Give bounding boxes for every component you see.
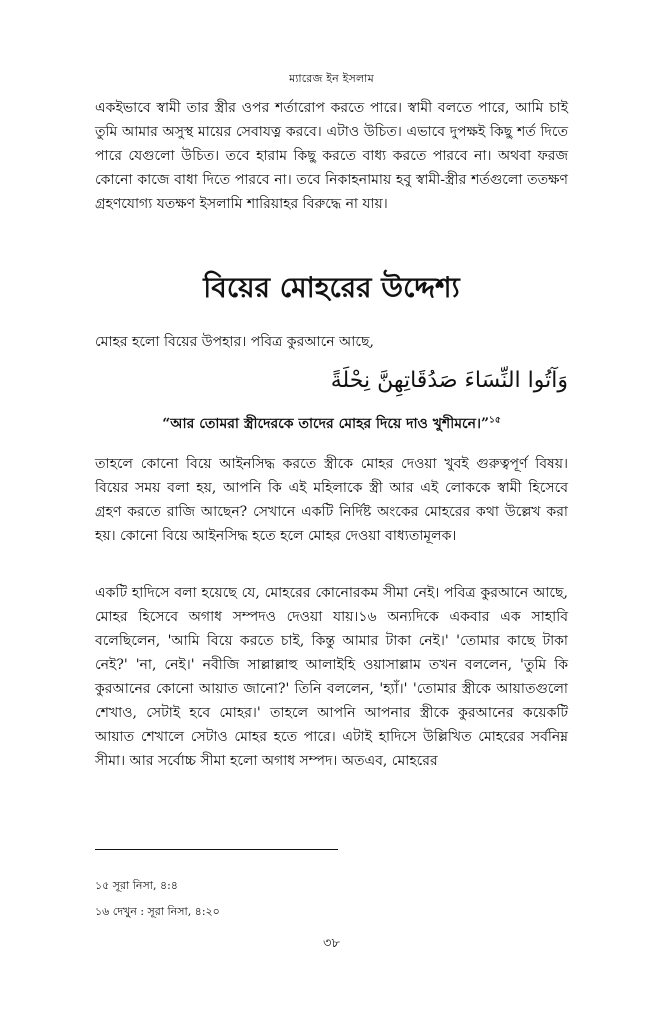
footnote-ref-15: ১৫ bbox=[489, 415, 501, 426]
arabic-verse: وَآتُوا النِّسَاءَ صَدُقَاتِهِنَّ نِحْلَةً bbox=[330, 368, 568, 393]
footnote-divider bbox=[95, 849, 338, 850]
paragraph-mahr-importance: তাহলে কোনো বিয়ে আইনসিদ্ধ করতে স্ত্রীকে মোহর দেওয়া খুবই গুরুত্বপূর্ণ বিষয়। বিয়ের সময় বলা হয়, আপনি কি এই মহিলাকে স্ত্রী আর এই লোককে স্বামী হিসেবে গ্রহণ করতে রাজি আছেন? সেখানে একটি নির্দিষ্ট অংকের মোহরের কথা উল্লেখ করা হয়। কোনো বিয়ে আইনসিদ্ধ হতে হলে মোহর দেওয়া বাধ্যতামূলক। bbox=[95, 456, 568, 544]
paragraph-hadith: একটি হাদিসে বলা হয়েছে যে, মোহরের কোনোরকম সীমা নেই। পবিত্র কুরআনে আছে, মোহর হিসেবে অগাধ সম্পদও দেওয়া যায়।১৬ অন্যদিকে একবার এক সাহাবি বলেছিলেন, 'আমি বিয়ে করতে চাই, কিন্তু আমার টাকা নেই।' 'তোমার কাছে টাকা নেই?' 'না, নেই।' নবীজি সাল্লাল্লাহু আলাইহি ওয়াসাল্লাম তখন বললেন, 'তুমি কি কুরআনের কোনো আয়াত জানো?' তিনি বললেন, 'হ্যাঁ।' 'তোমার স্ত্রীকে আয়াতগুলো শেখাও, সেটাই হবে মোহর।' তাহলে আপনি আপনার স্ত্রীকে কুরআনের কয়েকটি আয়াত শেখালে সেটাও মোহর হতে পারে। এটাই হাদিসে উল্লিখিত মোহরের সর্বনিম্ন সীমা। আর সর্বোচ্চ সীমা হলো অগাধ সম্পদ। অতএব, মোহরের bbox=[95, 585, 568, 769]
book-page bbox=[95, 0, 568, 1024]
verse-translation bbox=[95, 412, 568, 436]
footnote-15: ১৫ সূরা নিসা, ৪:৪ bbox=[95, 879, 178, 892]
running-head: ম্যারেজ ইন ইসলাম bbox=[289, 72, 374, 85]
footnote-16: ১৬ দেখুন : সূরা নিসা, ৪:২০ bbox=[95, 905, 220, 918]
paragraph-conditions: একইভাবে স্বামী তার স্ত্রীর ওপর শর্তারোপ করতে পারে। স্বামী বলতে পারে, আমি চাই তুমি আমার অসুস্থ মায়ের সেবাযত্ন করবে। এটাও উচিত। এভাবে দুপক্ষই কিছু শর্ত দিতে পারে যেগুলো উচিত। তবে হারাম কিছু করতে বাধ্য করতে পারবে না। অথবা ফরজ কোনো কাজে বাধা দিতে পারবে না। তবে নিকাহনামায় হবু স্বামী-স্ত্রীর শর্তগুলো ততক্ষণ গ্রহণযোগ্য যতক্ষণ ইসলামি শারিয়াহর বিরুদ্ধে না যায়। bbox=[95, 100, 568, 212]
section-heading: বিয়ের মোহরের উদ্দেশ্য bbox=[203, 271, 460, 304]
paragraph-intro: মোহর হলো বিয়ের উপহার। পবিত্র কুরআনে আছে, bbox=[95, 334, 374, 350]
page-number: ৩৮ bbox=[323, 936, 340, 951]
verse-translation-text: “আর তোমরা স্ত্রীদেরকে তাদের মোহর দিয়ে দাও খুশীমনে।” bbox=[162, 416, 490, 432]
